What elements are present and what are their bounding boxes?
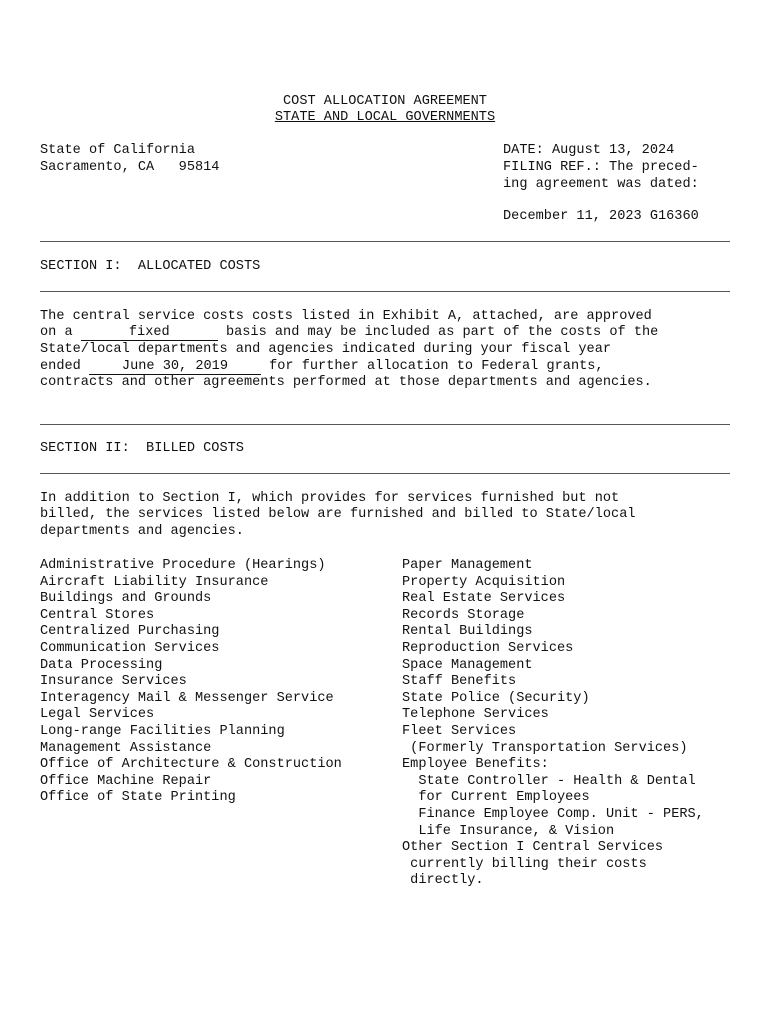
section-1-text-line-3: State/local departments and agencies indicated during your fiscal year bbox=[40, 342, 612, 357]
filing-ref-line-2: ing agreement was dated: bbox=[503, 177, 699, 192]
list-item: Paper Management bbox=[402, 558, 533, 573]
section-1-text-line-5: contracts and other agreements performed at those departments and agencies. bbox=[40, 375, 652, 390]
prior-agreement-date: December 11, 2023 G16360 bbox=[503, 209, 699, 224]
address-line-1: State of California bbox=[40, 143, 195, 158]
list-item: State Controller - Health & Dental bbox=[402, 773, 696, 789]
section-2-intro-line-3: departments and agencies. bbox=[40, 524, 244, 539]
section-1-text-line-4: ended June 30, 2019 for further allocation to Federal grants, bbox=[40, 359, 604, 374]
list-item: Centralized Purchasing bbox=[40, 624, 220, 640]
list-item: Office Machine Repair bbox=[40, 773, 212, 789]
list-item: directly. bbox=[402, 873, 484, 889]
list-item: for Current Employees bbox=[402, 790, 590, 806]
list-item: Central Stores bbox=[40, 607, 155, 623]
section-1-heading: SECTION I: ALLOCATED COSTS bbox=[40, 259, 261, 274]
list-item: Telephone Services bbox=[402, 707, 549, 723]
list-item: Office of State Printing bbox=[40, 790, 236, 806]
section-1-text-line-1: The central service costs costs listed in Exhibit A, attached, are approved bbox=[40, 309, 652, 324]
filing-ref-line-1: FILING REF.: The preced- bbox=[503, 160, 699, 175]
section-1-text-line-2: on a fixed basis and may be included as part of the costs of the bbox=[40, 325, 659, 340]
list-item: Employee Benefits: bbox=[402, 757, 549, 773]
list-item: Buildings and Grounds bbox=[40, 591, 212, 607]
list-item: Management Assistance bbox=[40, 740, 212, 756]
list-item: Insurance Services bbox=[40, 674, 187, 690]
list-item: Space Management bbox=[402, 657, 533, 673]
list-item: Real Estate Services bbox=[402, 591, 566, 607]
list-item: Administrative Procedure (Hearings) bbox=[40, 558, 326, 573]
list-item: Other Section I Central Services bbox=[402, 840, 664, 856]
section-2-intro-line-2: billed, the services listed below are furnished and billed to State/local bbox=[40, 507, 636, 522]
list-item: Finance Employee Comp. Unit - PERS, bbox=[402, 806, 704, 822]
left-services-list bbox=[40, 558, 342, 807]
list-item: Records Storage bbox=[402, 607, 525, 623]
list-item: Interagency Mail & Messenger Service bbox=[40, 690, 334, 706]
list-item: Communication Services bbox=[40, 640, 220, 656]
list-item: currently billing their costs bbox=[402, 856, 647, 872]
divider bbox=[40, 241, 730, 242]
list-item: Reproduction Services bbox=[402, 640, 574, 656]
document-title: COST ALLOCATION AGREEMENT bbox=[283, 94, 487, 109]
document-subtitle bbox=[0, 110, 770, 127]
address-line-2: Sacramento, CA 95814 bbox=[40, 160, 220, 175]
list-item: Aircraft Liability Insurance bbox=[40, 574, 269, 590]
list-item: Office of Architecture & Construction bbox=[40, 757, 342, 773]
list-item: Legal Services bbox=[40, 707, 155, 723]
divider bbox=[40, 473, 730, 474]
list-item: Data Processing bbox=[40, 657, 163, 673]
list-item: Staff Benefits bbox=[402, 674, 517, 690]
basis-field: fixed bbox=[81, 326, 218, 341]
section-2-heading: SECTION II: BILLED COSTS bbox=[40, 441, 244, 456]
list-item: Long-range Facilities Planning bbox=[40, 723, 285, 739]
list-item: (Formerly Transportation Services) bbox=[402, 740, 688, 756]
list-item: State Police (Security) bbox=[402, 690, 590, 706]
right-services-list bbox=[402, 558, 704, 890]
date-line: DATE: August 13, 2024 bbox=[503, 143, 675, 158]
document-subtitle-text: STATE AND LOCAL GOVERNMENTS bbox=[274, 110, 496, 125]
list-item: Property Acquisition bbox=[402, 574, 566, 590]
list-item: Life Insurance, & Vision bbox=[402, 823, 615, 839]
divider bbox=[40, 291, 730, 292]
divider bbox=[40, 424, 730, 425]
section-2-intro-line-1: In addition to Section I, which provides for services furnished but not bbox=[40, 491, 620, 506]
fiscal-year-end-field: June 30, 2019 bbox=[89, 360, 261, 375]
list-item: Rental Buildings bbox=[402, 624, 533, 640]
list-item: Fleet Services bbox=[402, 723, 517, 739]
